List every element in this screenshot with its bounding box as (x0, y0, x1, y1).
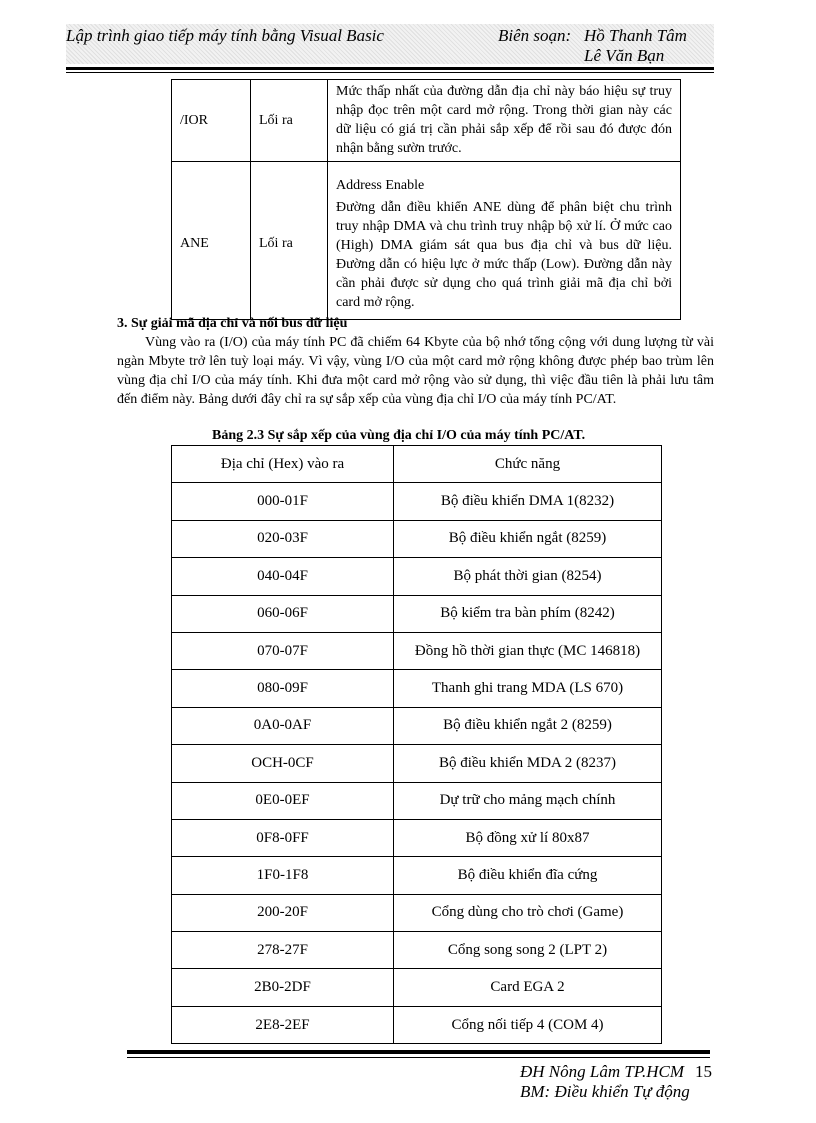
function-cell: Bộ điều khiển MDA 2 (8237) (394, 745, 662, 782)
function-cell: Bộ điều khiển đĩa cứng (394, 857, 662, 894)
signal-row (172, 162, 681, 320)
address-cell: 0F8-0FF (172, 819, 394, 856)
signal-description: Đường dẫn điều khiển ANE dùng để phân biệt chu trình truy nhập DMA và chu trình truy nhập bộ xử lí. Ở mức cao (High) DMA giám sát qua bus địa chỉ và bus dữ liệu. Đường dẫn có hiệu lực ở mức thấp (Low). Đường dẫn này cần phải được sử dụng cho quá trình giải mã địa chỉ bởi card mở rộng. (336, 199, 672, 310)
signal-subtitle: Address Enable (336, 177, 425, 193)
address-cell: 060-06F (172, 595, 394, 632)
table-caption: Bảng 2.3 Sự sắp xếp của vùng địa chỉ I/O của máy tính PC/AT. (212, 428, 586, 443)
table-row (172, 632, 662, 669)
section-paragraph: Vùng vào ra (I/O) của máy tính PC đã chiếm 64 Kbyte của bộ nhớ tổng cộng với dung lượng từ vài ngàn Mbyte trở lên tuỳ loại máy. Vì vậy, vùng I/O của một card mở rộng không được phép bao trùm lên vùng địa chỉ I/O của máy tính. Khi đưa một card mở rộng vào sử dụng, thì việc đầu tiên là phải lưu tâm đến điểm này. Bảng dưới đây chỉ ra sự sắp xếp của vùng địa chỉ I/O của máy tính PC/AT. (117, 335, 714, 407)
table-row (172, 483, 662, 520)
column-header-address: Địa chỉ (Hex) vào ra (172, 446, 394, 483)
function-cell: Dự trữ cho mảng mạch chính (394, 782, 662, 819)
address-cell: 1F0-1F8 (172, 857, 394, 894)
address-cell: 200-20F (172, 894, 394, 931)
footer-university: ĐH Nông Lâm TP.HCM (520, 1062, 685, 1081)
signal-table (171, 79, 681, 320)
address-cell: 278-27F (172, 932, 394, 969)
header-rule-thick (66, 67, 714, 70)
table-row (172, 857, 662, 894)
column-header-function: Chức năng (394, 446, 662, 483)
table-row (172, 520, 662, 557)
address-cell: 2B0-2DF (172, 969, 394, 1006)
header-author-2: Lê Văn Bạn (584, 46, 665, 65)
page-number: 15 (695, 1062, 712, 1081)
function-cell: Cổng dùng cho trò chơi (Game) (394, 894, 662, 931)
function-cell: Thanh ghi trang MDA (LS 670) (394, 670, 662, 707)
signal-name: ANE (172, 162, 251, 320)
address-cell: 2E8-2EF (172, 1006, 394, 1043)
signal-description-cell (328, 162, 681, 320)
table-row (172, 1006, 662, 1043)
address-cell: 020-03F (172, 520, 394, 557)
table-row (172, 707, 662, 744)
table-header-row (172, 446, 662, 483)
function-cell: Bộ điều khiển ngắt (8259) (394, 520, 662, 557)
address-cell: 070-07F (172, 632, 394, 669)
signal-name: /IOR (172, 80, 251, 162)
function-cell: Bộ điều khiển DMA 1(8232) (394, 483, 662, 520)
footer-rule-thin (127, 1057, 710, 1058)
table-row (172, 782, 662, 819)
signal-description: Mức thấp nhất của đường dẫn địa chỉ này báo hiệu sự truy nhập đọc trên một card mở rộng. Trong thời gian này các dữ liệu có giá trị cần phải sắp xếp để rồi sau đó được đón nhận bằng sườn trước. (328, 80, 681, 162)
table-row (172, 745, 662, 782)
function-cell: Đồng hồ thời gian thực (MC 146818) (394, 632, 662, 669)
function-cell: Cổng nối tiếp 4 (COM 4) (394, 1006, 662, 1043)
footer-department: BM: Điều khiển Tự động (520, 1082, 690, 1101)
header-author-label: Biên soạn: (498, 26, 572, 45)
table-row (172, 969, 662, 1006)
footer-rule-thick (127, 1050, 710, 1054)
table-row (172, 558, 662, 595)
signal-row (172, 80, 681, 162)
address-cell: 040-04F (172, 558, 394, 595)
table-row (172, 819, 662, 856)
header-title: Lập trình giao tiếp máy tính bằng Visual Basic (66, 26, 384, 45)
table-row (172, 670, 662, 707)
address-cell: 000-01F (172, 483, 394, 520)
function-cell: Bộ phát thời gian (8254) (394, 558, 662, 595)
header-author-1: Hồ Thanh Tâm (584, 26, 687, 45)
function-cell: Cổng song song 2 (LPT 2) (394, 932, 662, 969)
signal-direction: Lối ra (251, 80, 328, 162)
address-cell: OCH-0CF (172, 745, 394, 782)
function-cell: Card EGA 2 (394, 969, 662, 1006)
table-row (172, 894, 662, 931)
address-cell: 0A0-0AF (172, 707, 394, 744)
function-cell: Bộ điều khiển ngắt 2 (8259) (394, 707, 662, 744)
section-heading: 3. Sự giải mã địa chỉ và nối bus dữ liệu (117, 316, 348, 331)
address-cell: 0E0-0EF (172, 782, 394, 819)
io-address-table (171, 445, 662, 1044)
function-cell: Bộ đồng xử lí 80x87 (394, 819, 662, 856)
header-rule-thin (66, 72, 714, 73)
table-row (172, 595, 662, 632)
function-cell: Bộ kiểm tra bàn phím (8242) (394, 595, 662, 632)
signal-direction: Lối ra (251, 162, 328, 320)
table-row (172, 932, 662, 969)
address-cell: 080-09F (172, 670, 394, 707)
